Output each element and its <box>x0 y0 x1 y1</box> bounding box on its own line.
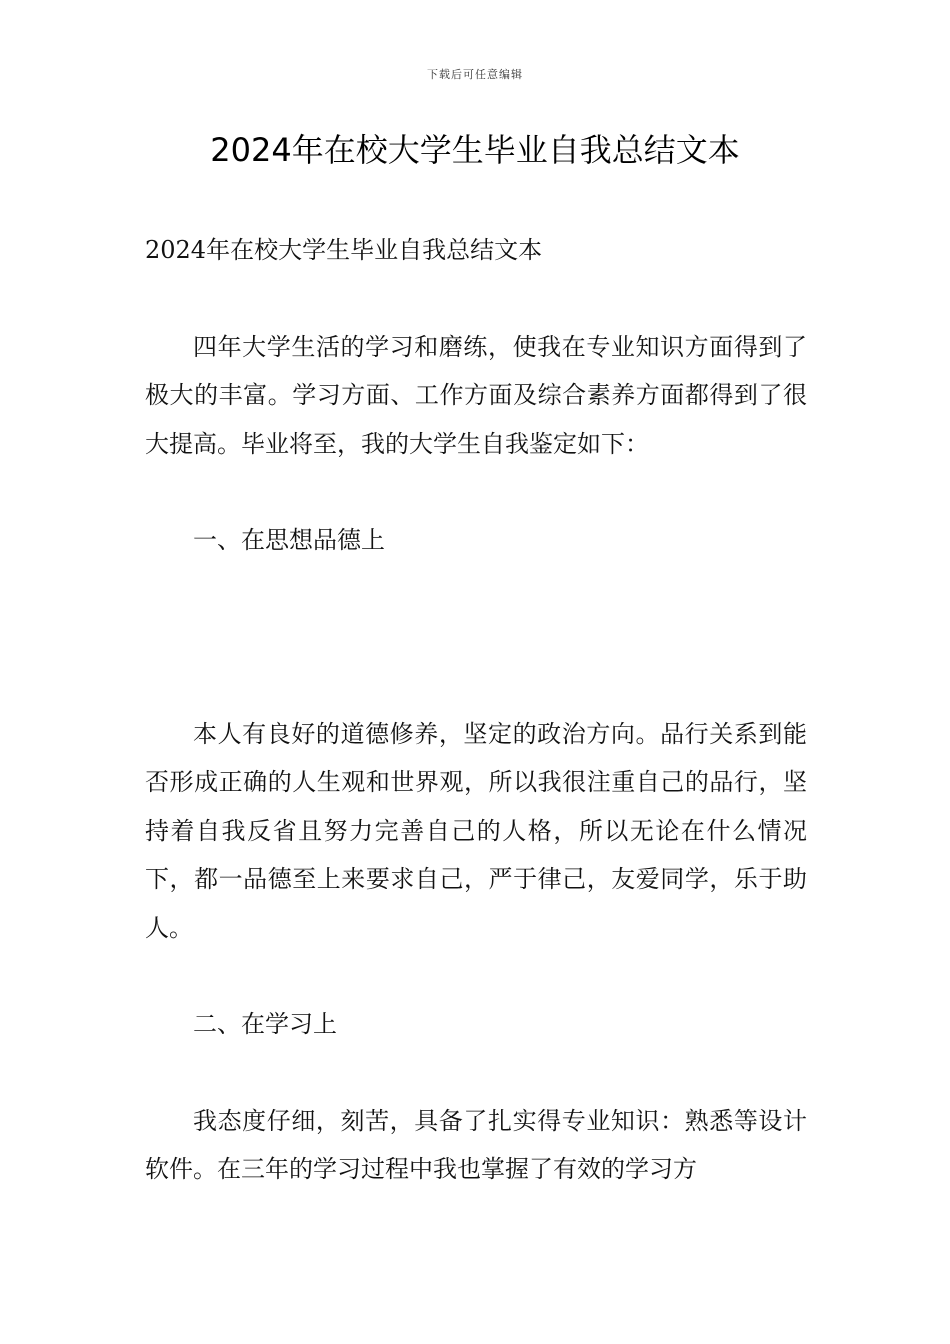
section-heading-study: 二、在学习上 <box>193 1010 337 1038</box>
spacer <box>145 468 807 516</box>
paragraph-morality: 本人有良好的道德修养，坚定的政治方向。品行关系到能否形成正确的人生观和世界观，所以我很注重自己的品行，坚持着自我反省且努力完善自己的人格，所以无论在什么情况下，都一品德至上来要求自己，严于律己，友爱同学，乐于助人。 <box>145 719 807 942</box>
paragraph-intro: 四年大学生活的学习和磨练，使我在专业知识方面得到了极大的丰富。学习方面、工作方面及综合素养方面都得到了很大提高。毕业将至，我的大学生自我鉴定如下： <box>145 332 807 458</box>
spacer <box>145 1049 807 1097</box>
document-title: 2024年在校大学生毕业自我总结文本 <box>210 131 740 169</box>
header-note: 下载后可任意编辑 <box>427 68 523 81</box>
spacer <box>145 275 807 323</box>
document-body <box>145 226 807 1194</box>
spacer <box>145 565 807 710</box>
section-heading-morality: 一、在思想品德上 <box>193 526 385 554</box>
document-subtitle: 2024年在校大学生毕业自我总结文本 <box>145 236 543 264</box>
paragraph-study: 我态度仔细，刻苦，具备了扎实得专业知识：熟悉等设计软件。在三年的学习过程中我也掌握了有效的学习方 <box>145 1106 807 1183</box>
spacer <box>145 952 807 1000</box>
